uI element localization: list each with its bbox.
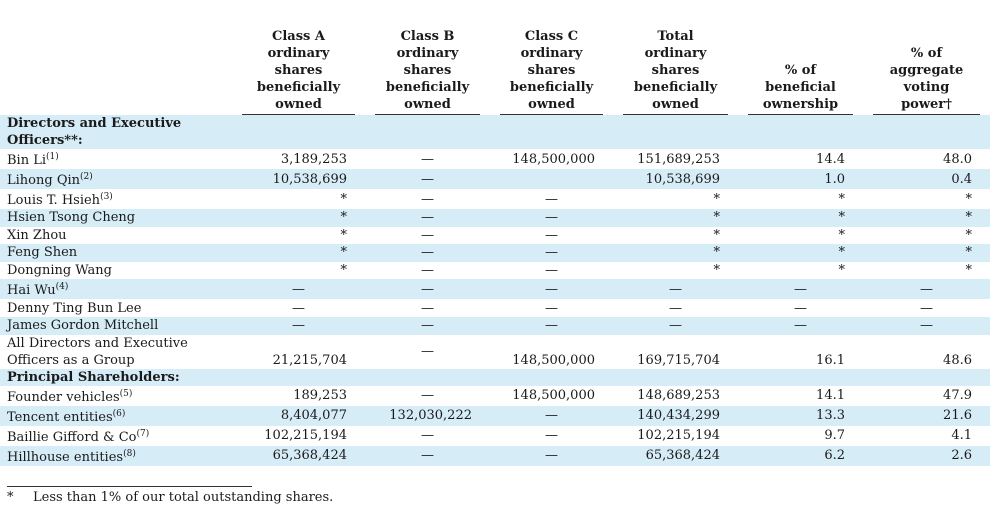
holder-name-line: All Directors and Executive (7, 335, 188, 351)
value-cell (613, 149, 738, 169)
value-cell-dash (490, 426, 613, 446)
value-text: 21.6 (943, 408, 972, 424)
header-label-line: beneficially (509, 80, 594, 95)
value-text: * (838, 210, 845, 226)
value-cell (232, 169, 365, 189)
value-text: 151,689,253 (637, 151, 720, 167)
value-cell (490, 386, 613, 406)
value-cell-dash (365, 244, 490, 262)
section-header-row (0, 115, 990, 149)
value-cell (232, 335, 365, 369)
dash-mark: — (545, 408, 558, 424)
holder-name-text: Louis T. Hsieh (7, 193, 101, 208)
table-row (0, 169, 990, 189)
value-cell (613, 446, 738, 466)
value-cell (613, 169, 738, 189)
header-label (500, 28, 603, 115)
value-cell-dash (738, 279, 863, 299)
holder-name-text: Baillie Gifford & Co (7, 429, 137, 445)
holder-name-text: Hsien Tsong Cheng (7, 210, 136, 226)
table-row (0, 426, 990, 446)
value-text: * (838, 227, 845, 243)
value-cell (613, 406, 738, 426)
empty-cell (613, 369, 738, 386)
holder-name-text: Hillhouse entities (7, 449, 124, 465)
header-label-line: aggregate (889, 63, 964, 78)
value-cell-less-than-1pct (738, 209, 863, 227)
holder-name (0, 426, 232, 446)
value-text: * (340, 263, 347, 279)
value-text: 148,689,253 (637, 388, 720, 404)
dash-mark: — (421, 281, 434, 297)
value-text: 14.4 (816, 151, 845, 167)
value-cell-dash (365, 426, 490, 446)
beneficial-ownership-table (0, 28, 990, 466)
empty-cell (365, 115, 490, 149)
dash-mark: — (920, 281, 933, 297)
value-cell (613, 386, 738, 406)
empty-cell (490, 369, 613, 386)
value-cell-dash (365, 279, 490, 299)
empty-cell (738, 369, 863, 386)
value-text: 10,538,699 (272, 171, 347, 187)
dash-mark: — (545, 448, 558, 464)
value-text: 2.6 (951, 448, 972, 464)
value-text: * (713, 245, 720, 261)
value-cell-less-than-1pct (863, 244, 990, 262)
value-cell-dash (365, 262, 490, 280)
value-text: 48.6 (943, 352, 972, 368)
table-row (0, 446, 990, 466)
value-text: * (965, 191, 972, 207)
header-label-line: owned (528, 97, 575, 112)
header-label-line: ownership (762, 97, 839, 112)
value-text: * (340, 191, 347, 207)
value-text: 102,215,194 (264, 428, 347, 444)
holder-name-text: James Gordon Mitchell (7, 318, 159, 334)
value-cell (738, 406, 863, 426)
value-cell-less-than-1pct (232, 227, 365, 245)
empty-cell (863, 369, 990, 386)
value-text: 16.1 (816, 352, 845, 368)
value-cell (490, 149, 613, 169)
header-label (748, 62, 853, 115)
value-cell (232, 149, 365, 169)
header-label-line: shares (274, 63, 323, 78)
value-text: 148,500,000 (512, 388, 595, 404)
header-label-line: owned (652, 97, 699, 112)
dash-mark: — (421, 151, 434, 167)
header-label-line: shares (403, 63, 452, 78)
value-cell-dash (232, 279, 365, 299)
dash-mark: — (669, 300, 682, 316)
table-body (0, 115, 990, 466)
value-cell-less-than-1pct (863, 227, 990, 245)
header-cell (738, 28, 863, 115)
section-title (0, 369, 232, 386)
dash-mark: — (920, 318, 933, 334)
header-label-line: owned (404, 97, 451, 112)
table-row (0, 279, 990, 299)
value-text: 9.7 (824, 428, 845, 444)
dash-mark: — (421, 245, 434, 261)
value-cell (863, 169, 990, 189)
table-row (0, 227, 990, 245)
header-label-line: Class C (524, 29, 579, 44)
value-text: 0.4 (951, 171, 972, 187)
header-label-line: beneficially (633, 80, 718, 95)
value-text: 65,368,424 (272, 448, 347, 464)
dash-mark: — (545, 318, 558, 334)
value-text: * (965, 263, 972, 279)
value-cell (863, 386, 990, 406)
holder-name-text: Founder vehicles (7, 389, 120, 405)
dash-mark: — (545, 300, 558, 316)
section-title (0, 115, 232, 149)
dash-mark: — (421, 448, 434, 464)
empty-cell (490, 115, 613, 149)
value-text: 148,500,000 (512, 352, 595, 368)
table-row (0, 406, 990, 426)
empty-cell (738, 115, 863, 149)
header-label (623, 28, 728, 115)
value-text: 4.1 (951, 428, 972, 444)
value-cell-less-than-1pct (613, 244, 738, 262)
holder-name (0, 406, 232, 426)
value-cell-dash (365, 335, 490, 369)
value-cell-dash (863, 317, 990, 335)
dash-mark: — (292, 281, 305, 297)
value-cell-dash (738, 299, 863, 317)
dash-mark: — (794, 318, 807, 334)
header-label-line: voting (903, 80, 950, 95)
table-row (0, 386, 990, 406)
value-cell (613, 335, 738, 369)
header-label (242, 28, 355, 115)
value-text: 47.9 (943, 388, 972, 404)
value-cell (232, 446, 365, 466)
header-label-line: ordinary (520, 46, 583, 61)
footnote-ref: (6) (112, 408, 126, 419)
footnote-ref: (7) (136, 428, 150, 439)
header-label (873, 45, 980, 115)
value-cell (232, 406, 365, 426)
value-cell (232, 426, 365, 446)
footnote-ref: (5) (119, 388, 133, 399)
header-cell (490, 28, 613, 115)
value-cell (738, 386, 863, 406)
header-label-line: ordinary (267, 46, 330, 61)
header-label-line: beneficially (256, 80, 341, 95)
value-cell-dash (490, 317, 613, 335)
value-text: * (838, 191, 845, 207)
value-cell-dash (613, 299, 738, 317)
value-text: * (713, 210, 720, 226)
header-label-line: beneficial (765, 80, 836, 95)
value-cell-less-than-1pct (738, 262, 863, 280)
footnote-ref: (1) (46, 152, 59, 162)
holder-name (0, 227, 232, 245)
footnote-divider (7, 486, 252, 487)
dash-mark: — (421, 191, 434, 207)
table-row (0, 335, 990, 369)
value-text: * (838, 245, 845, 261)
holder-name-text: Xin Zhou (7, 227, 67, 243)
value-cell-less-than-1pct (738, 189, 863, 209)
header-cell-name (0, 28, 232, 115)
value-cell-dash (490, 262, 613, 280)
value-cell-dash (490, 209, 613, 227)
value-cell (613, 426, 738, 446)
dash-mark: — (421, 210, 434, 226)
value-cell-dash (365, 209, 490, 227)
holder-name (0, 149, 232, 169)
value-cell (863, 406, 990, 426)
holder-name (0, 262, 232, 280)
header-label-line: power† (901, 97, 952, 112)
value-cell-less-than-1pct (232, 209, 365, 227)
value-text: 6.2 (824, 448, 845, 464)
section-title-line: Principal Shareholders: (7, 369, 180, 385)
footnote-text: Less than 1% of our total outstanding shares. (33, 490, 334, 505)
dash-mark: — (545, 245, 558, 261)
value-text: 10,538,699 (645, 171, 720, 187)
value-cell-dash (863, 279, 990, 299)
value-text: * (340, 245, 347, 261)
dash-mark: — (421, 171, 434, 187)
value-cell-less-than-1pct (863, 209, 990, 227)
header-label-line: beneficially (385, 80, 470, 95)
empty-cell (232, 369, 365, 386)
dash-mark: — (545, 191, 558, 207)
value-text: 102,215,194 (637, 428, 720, 444)
holder-name (0, 169, 232, 189)
section-title-line: Directors and Executive (7, 116, 182, 131)
holder-name (0, 335, 232, 369)
header-label-line: Total (657, 29, 694, 44)
header-cell (365, 28, 490, 115)
value-text: 13.3 (816, 408, 845, 424)
value-text: * (713, 227, 720, 243)
table-row (0, 149, 990, 169)
footnote-ref: (4) (55, 282, 69, 293)
value-text: * (713, 263, 720, 279)
dash-mark: — (669, 318, 682, 334)
dash-mark: — (421, 227, 434, 243)
holder-name (0, 446, 232, 466)
dash-mark: — (545, 263, 558, 279)
value-cell-dash (490, 227, 613, 245)
value-text: 169,715,704 (637, 352, 720, 368)
header-label-line: Class A (272, 29, 325, 44)
value-cell-less-than-1pct (613, 189, 738, 209)
value-cell-less-than-1pct (232, 244, 365, 262)
value-text: * (965, 227, 972, 243)
header-cell (232, 28, 365, 115)
value-cell (232, 386, 365, 406)
holder-name (0, 189, 232, 209)
table-row (0, 244, 990, 262)
value-cell-dash (365, 299, 490, 317)
value-cell-dash (365, 227, 490, 245)
value-cell (738, 335, 863, 369)
empty-cell (613, 115, 738, 149)
value-cell-less-than-1pct (863, 189, 990, 209)
value-cell-less-than-1pct (613, 227, 738, 245)
dash-mark: — (421, 428, 434, 444)
value-cell-dash (863, 299, 990, 317)
dash-mark: — (421, 300, 434, 316)
dash-mark: — (545, 210, 558, 226)
dash-mark: — (421, 263, 434, 279)
value-cell (863, 426, 990, 446)
value-cell (365, 406, 490, 426)
value-cell (863, 335, 990, 369)
value-cell-less-than-1pct (738, 227, 863, 245)
value-text: * (340, 210, 347, 226)
footnote-ref: (3) (100, 192, 113, 202)
header-cell (863, 28, 990, 115)
value-cell-less-than-1pct (863, 262, 990, 280)
table-header-row (0, 28, 990, 115)
holder-name-text: Lihong Qin (7, 173, 81, 188)
header-label-line: owned (275, 97, 322, 112)
value-text: 14.1 (816, 388, 845, 404)
holder-name (0, 279, 232, 299)
holder-name-text: Bin Li (7, 153, 47, 168)
dash-mark: — (794, 300, 807, 316)
holder-name (0, 209, 232, 227)
dash-mark: — (545, 281, 558, 297)
value-text: 148,500,000 (512, 151, 595, 167)
footnote-mark: * (7, 490, 14, 505)
value-cell (738, 426, 863, 446)
holder-name-line: Officers as a Group (7, 352, 135, 368)
table-row (0, 299, 990, 317)
value-text: * (838, 263, 845, 279)
holder-name-text: Tencent entities (7, 409, 113, 425)
footnote (7, 490, 333, 505)
holder-name-text: Hai Wu (7, 283, 56, 299)
value-cell-dash (490, 299, 613, 317)
section-title-line: Officers**: (7, 133, 83, 148)
value-text: 3,189,253 (280, 151, 347, 167)
value-text: 21,215,704 (272, 352, 347, 368)
header-label-line: ordinary (396, 46, 459, 61)
table-row (0, 317, 990, 335)
value-cell-dash (365, 446, 490, 466)
value-cell-dash (613, 317, 738, 335)
table-row (0, 262, 990, 280)
header-label-line: % of (910, 46, 943, 61)
value-cell-dash (232, 299, 365, 317)
dash-mark: — (545, 227, 558, 243)
value-text: * (340, 227, 347, 243)
holder-name-text: Dongning Wang (7, 263, 112, 279)
value-text: * (965, 210, 972, 226)
table-row (0, 189, 990, 209)
value-text: 65,368,424 (645, 448, 720, 464)
header-label-line: shares (651, 63, 700, 78)
empty-cell (232, 115, 365, 149)
table-row (0, 209, 990, 227)
value-cell-dash (490, 189, 613, 209)
value-cell-less-than-1pct (232, 262, 365, 280)
value-cell-dash (490, 446, 613, 466)
value-cell-dash (490, 279, 613, 299)
footnote-ref: (8) (123, 448, 136, 459)
dash-mark: — (292, 300, 305, 316)
dash-mark: — (292, 318, 305, 334)
holder-name (0, 386, 232, 406)
value-cell (863, 149, 990, 169)
value-cell-dash (738, 317, 863, 335)
value-text: 48.0 (943, 151, 972, 167)
value-cell-dash (490, 406, 613, 426)
value-text: 132,030,222 (389, 408, 472, 424)
value-cell-less-than-1pct (613, 209, 738, 227)
value-cell (490, 335, 613, 369)
value-cell-less-than-1pct (613, 262, 738, 280)
value-cell-dash (365, 149, 490, 169)
value-text: 140,434,299 (637, 408, 720, 424)
dash-mark: — (421, 318, 434, 334)
header-label-line: ordinary (644, 46, 707, 61)
dash-mark: — (545, 428, 558, 444)
value-cell-dash (490, 244, 613, 262)
value-cell-dash (232, 317, 365, 335)
dash-mark: — (669, 281, 682, 297)
value-cell-dash (613, 279, 738, 299)
dash-mark: — (920, 300, 933, 316)
value-cell-less-than-1pct (738, 244, 863, 262)
value-text: 8,404,077 (280, 408, 347, 424)
footnote-ref: (2) (80, 172, 93, 182)
dash-mark: — (421, 388, 434, 404)
value-cell (863, 446, 990, 466)
holder-name (0, 244, 232, 262)
value-cell-less-than-1pct (232, 189, 365, 209)
value-text: * (713, 191, 720, 207)
header-label-line: shares (527, 63, 576, 78)
empty-cell (365, 369, 490, 386)
header-label (375, 28, 480, 115)
value-cell (738, 149, 863, 169)
value-text: 1.0 (824, 171, 845, 187)
value-cell-dash (365, 317, 490, 335)
holder-name-text: Denny Ting Bun Lee (7, 300, 142, 316)
header-cell (613, 28, 738, 115)
dash-mark: — (794, 281, 807, 297)
dash-mark: — (421, 344, 434, 360)
section-header-row (0, 369, 990, 386)
empty-cell (863, 115, 990, 149)
value-cell (738, 446, 863, 466)
value-text: 189,253 (293, 388, 347, 404)
holder-name (0, 299, 232, 317)
value-cell-dash (365, 189, 490, 209)
value-cell (490, 169, 613, 189)
holder-name (0, 317, 232, 335)
value-cell-dash (365, 386, 490, 406)
header-label-line: Class B (400, 29, 455, 44)
value-cell (738, 169, 863, 189)
holder-name-text: Feng Shen (7, 245, 78, 261)
value-cell-dash (365, 169, 490, 189)
header-label-line: % of (784, 63, 817, 78)
value-text: * (965, 245, 972, 261)
